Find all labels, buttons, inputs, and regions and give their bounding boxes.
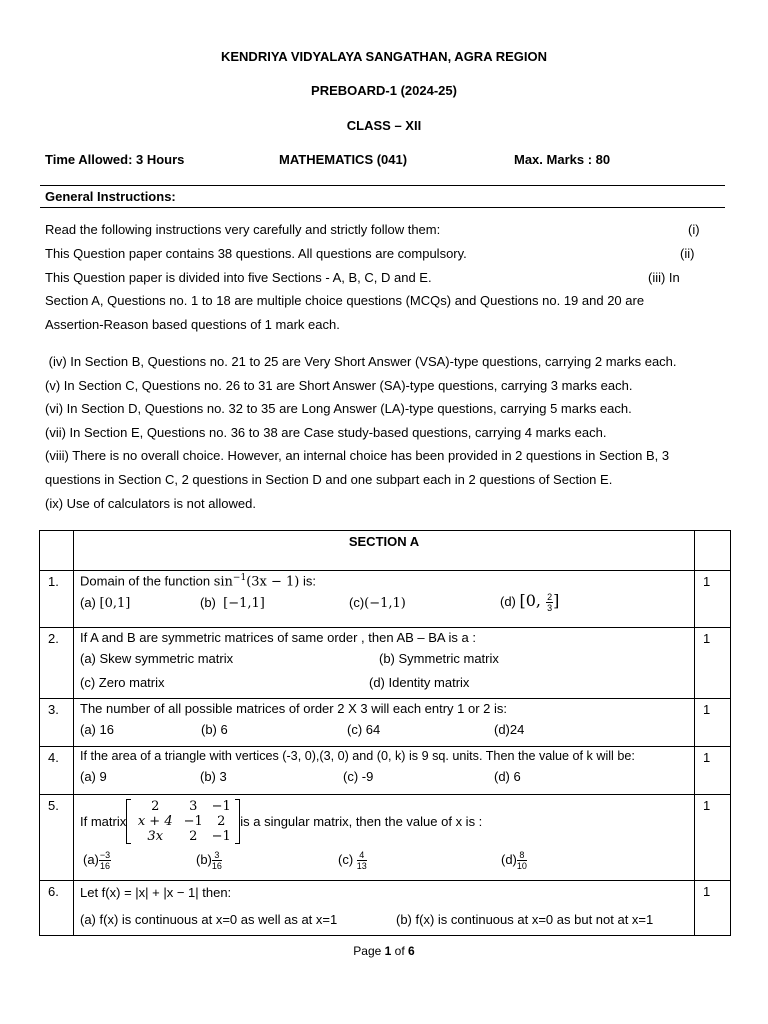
question-marks: 1 [695, 881, 731, 936]
instruction-v: (v) In Section C, Questions no. 26 to 31 are Short Answer (SA)-type questions, carrying 3 marks each. [45, 378, 633, 393]
option-b: (b) [−1,1] [200, 595, 265, 612]
option-d: (d) [0, $\frac{2}{3}$ ] [500, 591, 560, 614]
question-number: 3. [40, 699, 74, 747]
option-a: (a) f(x) is continuous at x=0 as well as at x=1 [80, 912, 338, 927]
option-b: (b) $\frac{3}{16}$ [196, 850, 222, 871]
option-d: (d) 6 [494, 769, 521, 784]
option-c: (c)(−1,1) [349, 595, 406, 612]
question-marks: 1 [695, 795, 731, 881]
question-row [40, 699, 731, 747]
page-footer: Page 1 of 6 [353, 944, 415, 958]
question-text: If the area of a triangle with vertices (-3, 0),(3, 0) and (0, k) is 9 sq. units. Then the value of k will be: [80, 749, 635, 763]
subject-title: MATHEMATICS (041) [279, 152, 408, 167]
option-a: (a) [0,1] [80, 595, 131, 612]
question-number: 1. [40, 571, 74, 628]
instruction-vi: (vi) In Section D, Questions no. 32 to 35 are Long Answer (LA)-type questions, carrying 5 marks each. [45, 401, 632, 416]
instruction-iv: (iv) In Section B, Questions no. 21 to 25 are Very Short Answer (VSA)-type questions, carrying 2 marks each. [45, 354, 677, 369]
question-row [40, 881, 731, 936]
org-title: KENDRIYA VIDYALAYA SANGATHAN, AGRA REGION [220, 49, 547, 64]
instruction-ix: (ix) Use of calculators is not allowed. [45, 496, 256, 511]
question-text: If matrix 2 3 −1 x + 4 −1 2 3x 2 −1 is a singular matrix, then the value of x is : [80, 798, 483, 844]
time-allowed: Time Allowed: 3 Hours [45, 152, 185, 167]
option-a: (a) 16 [80, 722, 114, 737]
option-b: (b) f(x) is continuous at x=0 as but not at x=1 [396, 912, 654, 927]
option-b: (b) Symmetric matrix [379, 651, 499, 666]
instruction-line: This Question paper is divided into five Sections - A, B, C, D and E. [45, 270, 432, 285]
question-row [40, 628, 731, 699]
instruction-line: Assertion-Reason based questions of 1 mark each. [45, 317, 340, 332]
instruction-tag: (ii) [680, 246, 695, 261]
option-d: (d) $\frac{8}{10}$ [501, 850, 527, 871]
divider-bottom [40, 207, 725, 208]
option-c: (c) $\frac{4}{13}$ [338, 850, 367, 871]
instruction-viii-cont: questions in Section C, 2 questions in Section D and one subpart each in 2 questions of Section E. [45, 472, 613, 487]
question-row [40, 747, 731, 795]
exam-title: PREBOARD-1 (2024-25) [311, 83, 457, 98]
question-marks: 1 [695, 628, 731, 699]
question-marks: 1 [695, 571, 731, 628]
question-text: If A and B are symmetric matrices of same order , then AB – BA is a : [80, 630, 476, 645]
instruction-line: This Question paper contains 38 questions. All questions are compulsory. [45, 246, 467, 261]
question-marks: 1 [695, 699, 731, 747]
question-text: Domain of the function $\sin^{-1}(3x - 1)$ is: [80, 573, 316, 590]
question-number: 2. [40, 628, 74, 699]
section-title: SECTION A [348, 534, 420, 549]
option-a: (a) Skew symmetric matrix [80, 651, 234, 666]
instructions-heading: General Instructions: [45, 189, 176, 204]
matrix: 2 3 −1 x + 4 −1 2 3x 2 −1 [126, 799, 240, 844]
max-marks: Max. Marks : 80 [514, 152, 611, 167]
instruction-line: Read the following instructions very carefully and strictly follow them: [45, 222, 441, 237]
question-text: Let f(x) = |x| + |x − 1| then: [80, 885, 232, 900]
instruction-tag: (iii) In [648, 270, 680, 285]
option-c: (c) Zero matrix [80, 675, 165, 690]
option-b: (b) 6 [201, 722, 228, 737]
instruction-line: Section A, Questions no. 1 to 18 are multiple choice questions (MCQs) and Questions no. 19 and 20 are [45, 293, 645, 308]
question-row [40, 571, 731, 628]
question-number: 6. [40, 881, 74, 936]
option-b: (b) 3 [200, 769, 227, 784]
option-d: (d) Identity matrix [369, 675, 470, 690]
option-d: (d)24 [494, 722, 525, 737]
option-a: (a) 9 [80, 769, 107, 784]
option-a: (a) $\frac{-3}{16}$ [83, 850, 111, 871]
section-a-table [39, 530, 731, 936]
class-title: CLASS – XII [346, 118, 422, 133]
question-marks: 1 [695, 747, 731, 795]
option-c: (c) -9 [343, 769, 374, 784]
instruction-viii: (viii) There is no overall choice. However, an internal choice has been provided in 2 questions in Section B, 3 [45, 448, 670, 463]
instruction-tag: (i) [688, 222, 700, 237]
question-text: The number of all possible matrices of order 2 X 3 will each entry 1 or 2 is: [80, 701, 508, 716]
question-number: 4. [40, 747, 74, 795]
question-number: 5. [40, 795, 74, 881]
divider-top [40, 185, 725, 186]
question-row [40, 795, 731, 881]
option-c: (c) 64 [347, 722, 381, 737]
instruction-vii: (vii) In Section E, Questions no. 36 to 38 are Case study-based questions, carrying 4 marks each. [45, 425, 607, 440]
